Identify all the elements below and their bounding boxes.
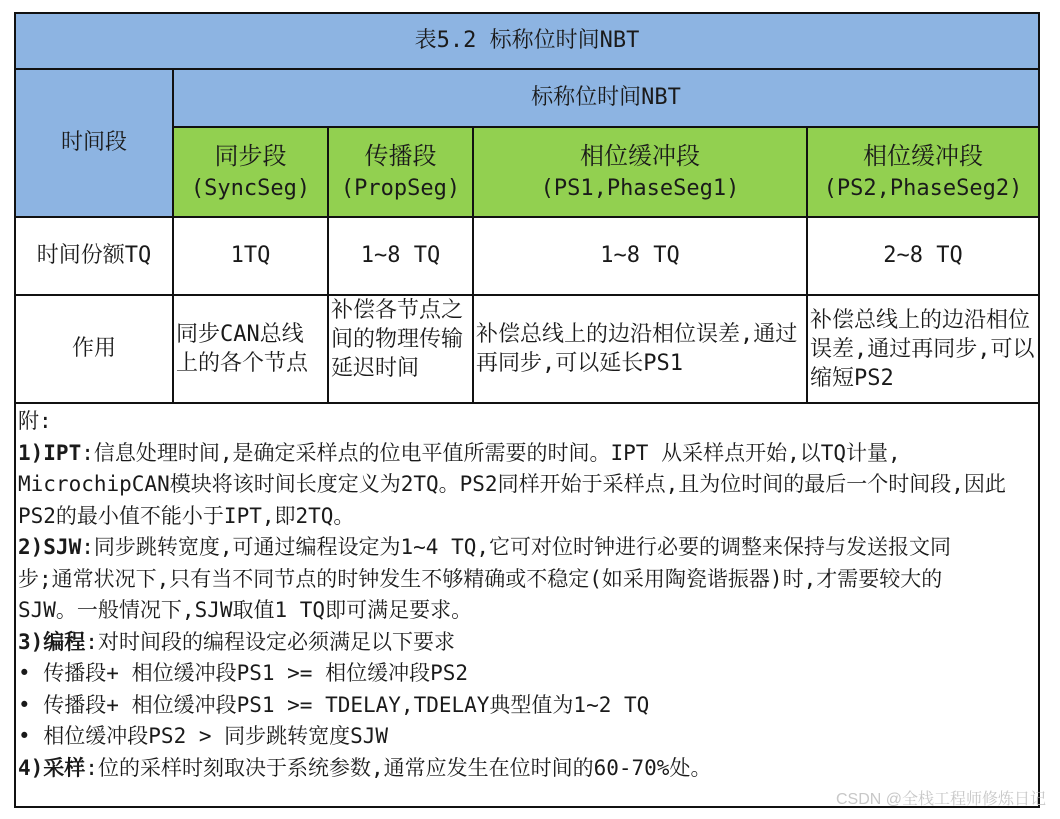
segment-name: 同步段	[214, 142, 287, 170]
note-text: :位的采样时刻取决于系统参数,通常应发生在位时间的60-70%处。	[85, 755, 712, 780]
segment-name: 相位缓冲段	[580, 142, 700, 170]
group-header-nbt: 标称位时间NBT	[173, 69, 1039, 127]
function-text: 同步CAN总线上的各个节点	[176, 322, 309, 376]
note-2-line-2: 步;通常状况下,只有当不同节点的时钟发生不够精确或不稳定(如采用陶瓷谐振器)时,才需要较大的	[18, 566, 943, 591]
function-ps1	[473, 295, 807, 403]
bullet-item: • 相位缓冲段PS2 > 同步跳转宽度SJW	[18, 724, 389, 748]
function-text: 补偿总线上的边沿相位误差,通过再同步,可以缩短PS2	[810, 307, 1035, 391]
note-3-line-1	[18, 627, 1038, 659]
note-text: :同步跳转宽度,可通过编程设定为1~4 TQ,它可对位时钟进行必要的调整来保持与发送报文同	[81, 535, 952, 559]
function-sync	[173, 295, 328, 403]
tq-label: 时间份额TQ	[15, 217, 173, 295]
function-ps2	[807, 295, 1039, 403]
bullet-item: • 传播段+ 相位缓冲段PS1 >= TDELAY,TDELAY典型值为1~2 TQ	[18, 692, 650, 717]
csdn-watermark: CSDN @全栈工程师修炼日记	[835, 791, 1046, 808]
segment-header-ps2	[807, 127, 1039, 217]
note-text: :信息处理时间,是确定采样点的位电平值所需要的时间。IPT 从采样点开始,以TQ计量,	[81, 440, 901, 465]
note-4-line-1	[18, 753, 1038, 785]
tq-value-ps2: 2~8 TQ	[807, 217, 1039, 295]
function-text: 补偿总线上的边沿相位误差,通过再同步,可以延长PS1	[476, 322, 798, 376]
note-4-label: 4)采样	[18, 755, 86, 780]
segment-name: 相位缓冲段	[863, 142, 983, 170]
bullet-item: • 传播段+ 相位缓冲段PS1 >= 相位缓冲段PS2	[18, 661, 469, 685]
note-1-label: 1)IPT	[18, 440, 82, 465]
note-2-label: 2)SJW	[18, 535, 82, 559]
notes-heading: 附:	[18, 409, 52, 433]
tq-value-ps1: 1~8 TQ	[473, 217, 807, 295]
tq-value-prop: 1~8 TQ	[328, 217, 473, 295]
function-prop	[328, 295, 473, 403]
note-3-label: 3)编程	[18, 629, 86, 654]
notes-section	[14, 404, 1040, 808]
function-text: 补偿各节点之间的物理传输延迟时间	[331, 298, 464, 381]
note-1-line-1	[18, 438, 1038, 470]
segment-sub: (PS2,PhaseSeg2)	[823, 176, 1023, 201]
segment-header-prop	[328, 127, 473, 217]
note-2-line-1	[18, 532, 1038, 564]
segment-name: 传播段	[364, 142, 437, 170]
function-label: 作用	[15, 295, 173, 403]
segment-sub: (PropSeg)	[340, 176, 461, 201]
note-1-line-3: PS2的最小值不能小于IPT,即2TQ。	[18, 503, 355, 528]
segment-sub: (PS1,PhaseSeg1)	[540, 176, 740, 201]
segment-header-sync	[173, 127, 328, 217]
segment-header-ps1	[473, 127, 807, 217]
nbt-table	[14, 12, 1040, 404]
row-header-time-segment: 时间段	[15, 69, 173, 217]
tq-value-sync: 1TQ	[173, 217, 328, 295]
table-title: 表5.2 标称位时间NBT	[15, 13, 1039, 69]
nbt-document	[14, 12, 1038, 810]
note-2-line-3: SJW。一般情况下,SJW取值1 TQ即可满足要求。	[18, 598, 473, 622]
segment-sub: (SyncSeg)	[190, 176, 311, 201]
note-1-line-2: MicrochipCAN模块将该时间长度定义为2TQ。PS2同样开始于采样点,且为位时间的最后一个时间段,因此	[18, 472, 1006, 496]
note-text: :对时间段的编程设定必须满足以下要求	[85, 629, 455, 654]
